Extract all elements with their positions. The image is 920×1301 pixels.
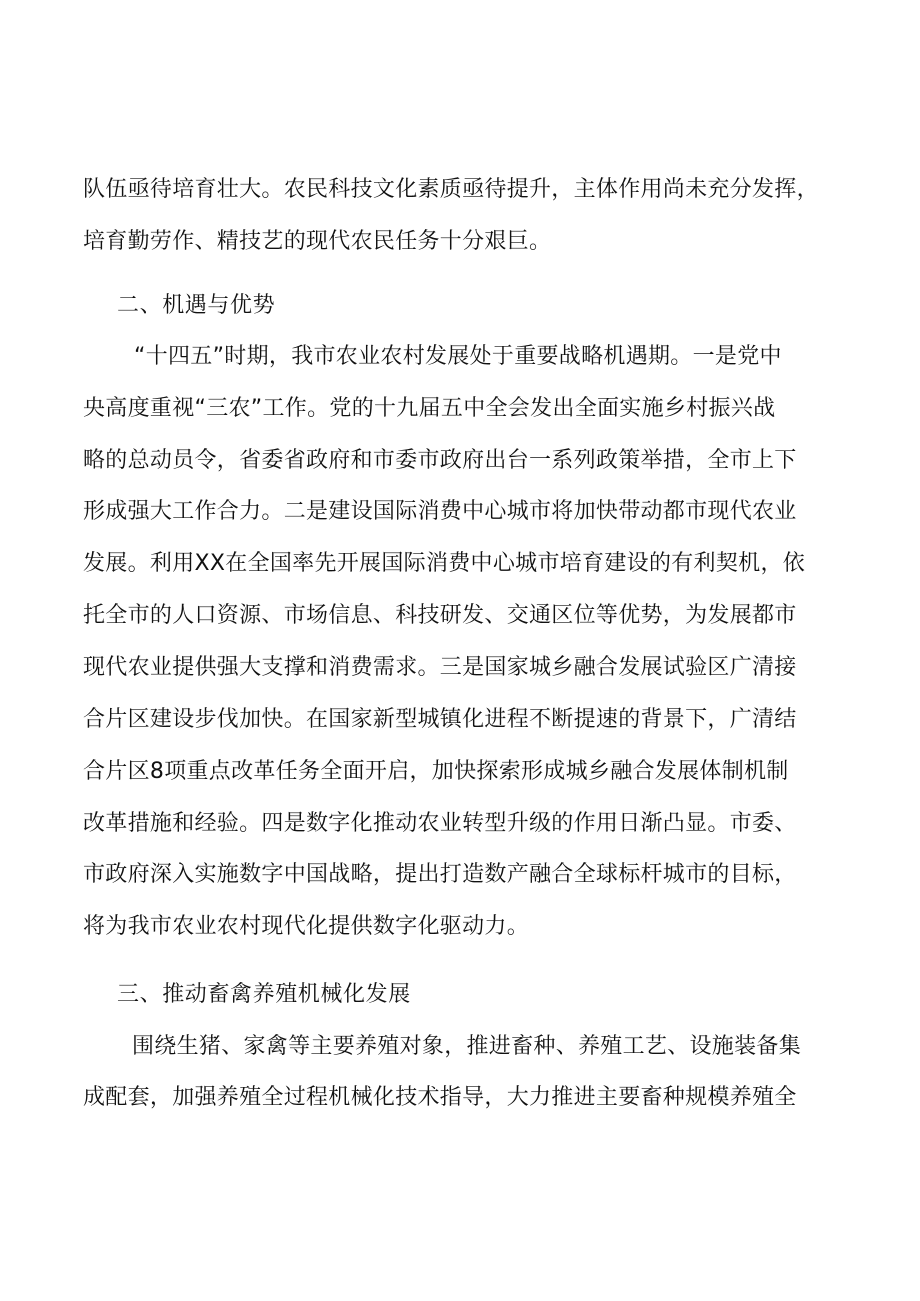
paragraph-line: 队伍亟待培育壮大。农民科技文化素质亟待提升，主体作用尚未充分发挥， (83, 177, 819, 202)
paragraph-line: 现代农业提供强大支撑和消费需求。三是国家城乡融合发展试验区广清接 (83, 655, 797, 680)
section-heading-opportunities: 二、机遇与优势 (117, 293, 276, 318)
paragraph-line: 将为我市农业农村现代化提供数字化驱动力。 (83, 914, 530, 939)
paragraph-line: 培育勤劳作、精技艺的现代农民任务十分艰巨。 (83, 229, 552, 254)
paragraph-line: 略的总动员令，省委省政府和市委市政府出台一系列政策举措，全市上下 (83, 448, 797, 473)
paragraph-line: 托全市的人口资源、市场信息、科技研发、交通区位等优势，为发展都市 (83, 603, 797, 628)
section-heading-livestock: 三、推动畜禽养殖机械化发展 (117, 982, 411, 1007)
paragraph-line: “十四五”时期，我市农业农村发展处于重要战略机遇期。一是党中 (134, 344, 782, 369)
paragraph-line: 合片区建设步伐加快。在国家新型城镇化进程不断提速的背景下，广清结 (83, 707, 797, 732)
paragraph-line: 改革措施和经验。四是数字化推动农业转型升级的作用日渐凸显。市委、 (83, 811, 797, 836)
paragraph-line: 合片区8项重点改革任务全面开启，加快探索形成城乡融合发展体制机制 (83, 759, 789, 784)
paragraph-line: 央高度重视“三农”工作。党的十九届五中全会发出全面实施乡村振兴战 (83, 396, 776, 421)
paragraph-line: 发展。利用XX在全国率先开展国际消费中心城市培育建设的有利契机，依 (83, 551, 806, 576)
paragraph-line: 市政府深入实施数字中国战略，提出打造数产融合全球标杆城市的目标， (83, 862, 797, 887)
paragraph-line: 成配套，加强养殖全过程机械化技术指导，大力推进主要畜种规模养殖全 (83, 1085, 797, 1110)
paragraph-line: 形成强大工作合力。二是建设国际消费中心城市将加快带动都市现代农业 (83, 499, 797, 524)
paragraph-line: 围绕生猪、家禽等主要养殖对象，推进畜种、养殖工艺、设施装备集 (132, 1034, 802, 1059)
